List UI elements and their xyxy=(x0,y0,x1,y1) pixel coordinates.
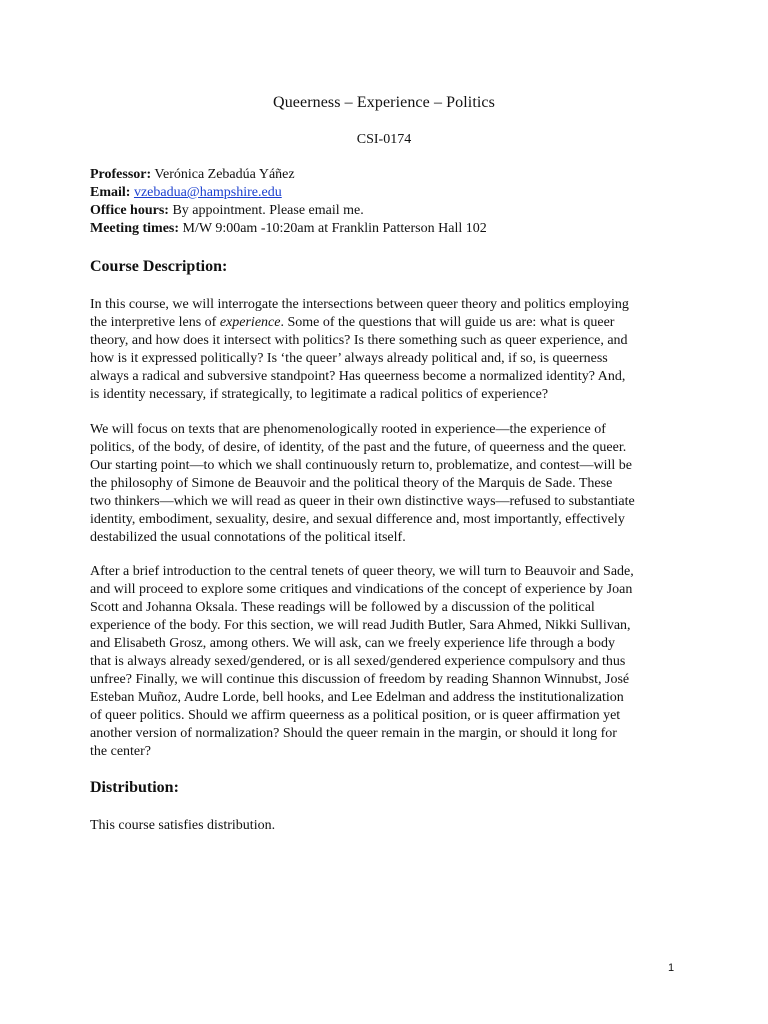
paragraph-line: politics, of the body, of desire, of identity, of the past and the future, of queerness and the queer. xyxy=(90,440,627,455)
document-title: Queerness – Experience – Politics xyxy=(273,94,495,111)
line-suffix: . Some of the questions that will guide us are: what is queer xyxy=(280,315,615,330)
professor-label: Professor: xyxy=(90,167,152,182)
paragraph-line: how is it expressed politically? Is ‘the queer’ always already political and, if so, is queerness xyxy=(90,351,608,366)
distribution-paragraph xyxy=(90,817,682,835)
meeting-times-row xyxy=(90,220,690,238)
paragraph-line: that is always already sexed/gendered, or is all sexed/gendered experience compulsory and thus xyxy=(90,654,626,669)
office-hours-value: By appointment. Please email me. xyxy=(168,203,364,218)
course-info-block xyxy=(90,166,690,238)
paragraph-line: Our starting point—to which we shall continuously return to, problematize, and contest—will be xyxy=(90,458,633,473)
paragraph-line: This course satisfies distribution. xyxy=(90,818,276,833)
course-code: CSI-0174 xyxy=(356,132,412,147)
paragraph-line: and Elisabeth Grosz, among others. We will ask, can we freely experience life through a body xyxy=(90,636,615,651)
professor-row xyxy=(90,166,690,184)
course-description-paragraph-1 xyxy=(90,296,682,404)
paragraph-line: theory, and how does it intersect with politics? Is there something such as queer experience, and xyxy=(90,333,628,348)
paragraph-line: of queer politics. Should we affirm queerness as a political position, or is queer affirmation yet xyxy=(90,708,621,723)
paragraph-line: unfree? Finally, we will continue this discussion of freedom by reading Shannon Winnubst, José xyxy=(90,672,630,687)
office-hours-row xyxy=(90,202,690,220)
professor-value: Verónica Zebadúa Yáñez xyxy=(151,167,295,182)
paragraph-line: always a radical and subversive standpoint? Has queerness become a normalized identity? And, xyxy=(90,369,626,384)
page-number: 1 xyxy=(668,962,675,974)
paragraph-line: After a brief introduction to the central tenets of queer theory, we will turn to Beauvoir and Sade, xyxy=(90,564,634,579)
paragraph-line: two thinkers—which we will read as queer in their own distinctive ways—refused to substantiate xyxy=(90,494,635,509)
email-row xyxy=(90,184,690,202)
paragraph-line: Scott and Johanna Oksala. These readings will be followed by a discussion of the political xyxy=(90,600,595,615)
paragraph-line: destabilized the usual connotations of the political itself. xyxy=(90,530,406,545)
paragraph-line: another version of normalization? Should the queer remain in the margin, or should it long for xyxy=(90,726,617,741)
meeting-times-value: M/W 9:00am -10:20am at Franklin Patterson Hall 102 xyxy=(179,221,487,236)
course-description-paragraph-3 xyxy=(90,563,682,761)
paragraph-line: and will proceed to explore some critiques and vindications of the concept of experience by Joan xyxy=(90,582,633,597)
paragraph-line xyxy=(90,314,682,332)
email-link[interactable]: vzebadua@hampshire.edu xyxy=(133,185,282,200)
distribution-heading: Distribution: xyxy=(90,779,179,796)
email-label: Email: xyxy=(90,185,131,200)
paragraph-line: is identity necessary, if strategically, to legitimate a radical politics of experience? xyxy=(90,387,549,402)
office-hours-label: Office hours: xyxy=(90,203,169,218)
emphasized-term: experience xyxy=(219,315,281,330)
paragraph-line: the center? xyxy=(90,744,152,759)
line-prefix: the interpretive lens of xyxy=(90,315,220,330)
paragraph-line: In this course, we will interrogate the intersections between queer theory and politics employing xyxy=(90,297,629,312)
course-description-heading: Course Description: xyxy=(90,258,228,275)
paragraph-line: experience of the body. For this section, we will read Judith Butler, Sara Ahmed, Nikki Sullivan, xyxy=(90,618,631,633)
paragraph-line: identity, embodiment, sexuality, desire, and sexual difference and, most importantly, effectively xyxy=(90,512,625,527)
course-description-paragraph-2 xyxy=(90,421,682,547)
paragraph-line: We will focus on texts that are phenomenologically rooted in experience—the experience of xyxy=(90,422,606,437)
paragraph-line: Esteban Muñoz, Audre Lorde, bell hooks, and Lee Edelman and address the institutionalization xyxy=(90,690,624,705)
paragraph-line: the philosophy of Simone de Beauvoir and the political theory of the Marquis de Sade. These xyxy=(90,476,613,491)
meeting-times-label: Meeting times: xyxy=(90,221,180,236)
